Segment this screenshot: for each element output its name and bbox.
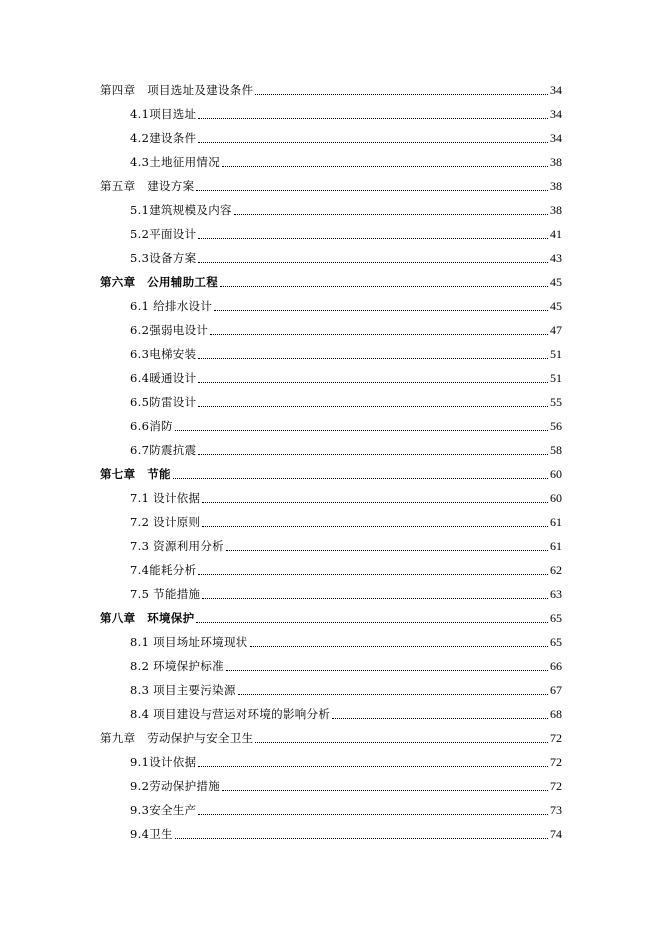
toc-entry-label: 9.2劳动保护措施	[130, 779, 220, 793]
toc-page-number: 38	[550, 203, 562, 217]
toc-section-entry[interactable]	[130, 753, 562, 771]
toc-entry-label: 7.2 设计原则	[130, 515, 201, 529]
toc-section-entry[interactable]	[130, 225, 562, 243]
toc-entry-label: 6.3电梯安装	[130, 347, 197, 361]
toc-page-number: 61	[550, 515, 562, 529]
toc-entry-label: 6.7防震抗震	[130, 443, 197, 457]
toc-entry-label: 第八章 环境保护	[100, 611, 195, 625]
toc-page-number: 38	[550, 155, 562, 169]
toc-page-number: 63	[550, 587, 562, 601]
toc-section-entry[interactable]	[130, 777, 562, 795]
toc-entry-label: 6.6消防	[130, 419, 173, 433]
toc-section-entry[interactable]	[130, 657, 562, 675]
toc-entry-label: 5.1建筑规模及内容	[130, 203, 232, 217]
toc-chapter-entry[interactable]	[100, 177, 562, 195]
toc-entry-label: 8.2 环境保护标准	[130, 659, 224, 673]
toc-entry-label: 5.3设备方案	[130, 251, 197, 265]
dot-leader	[198, 141, 548, 143]
dot-leader	[226, 669, 548, 671]
dot-leader	[198, 405, 548, 407]
toc-entry-label: 第五章 建设方案	[100, 179, 195, 193]
dot-leader	[250, 645, 548, 647]
toc-section-entry[interactable]	[130, 345, 562, 363]
toc-entry-label: 7.4能耗分析	[130, 563, 197, 577]
toc-entry-label: 9.1设计依据	[130, 755, 197, 769]
toc-entry-label: 5.2平面设计	[130, 227, 197, 241]
dot-leader	[210, 333, 548, 335]
toc-entry-label: 6.1 给排水设计	[130, 299, 213, 313]
toc-page-number: 60	[550, 467, 562, 481]
toc-page-number: 47	[550, 323, 562, 337]
toc-section-entry[interactable]	[130, 489, 562, 507]
dot-leader	[196, 189, 548, 191]
toc-section-entry[interactable]	[130, 417, 562, 435]
dot-leader	[214, 309, 548, 311]
toc-section-entry[interactable]	[130, 441, 562, 459]
toc-page-number: 73	[550, 803, 562, 817]
toc-chapter-entry[interactable]	[100, 609, 562, 627]
dot-leader	[255, 93, 548, 95]
toc-section-entry[interactable]	[130, 129, 562, 147]
dot-leader	[198, 261, 548, 263]
dot-leader	[198, 117, 548, 119]
dot-leader	[234, 213, 548, 215]
toc-entry-label: 6.2强弱电设计	[130, 323, 209, 337]
toc-page-number: 72	[550, 731, 562, 745]
toc-entry-label: 8.3 项目主要污染源	[130, 683, 236, 697]
toc-section-entry[interactable]	[130, 249, 562, 267]
toc-section-entry[interactable]	[130, 393, 562, 411]
dot-leader	[198, 381, 548, 383]
dot-leader	[175, 429, 548, 431]
toc-entry-label: 第七章 节能	[100, 467, 171, 481]
toc-section-entry[interactable]	[130, 153, 562, 171]
dot-leader	[202, 525, 548, 527]
toc-page-number: 43	[550, 251, 562, 265]
toc-entry-label: 6.5防雷设计	[130, 395, 197, 409]
toc-entry-label: 7.3 资源利用分析	[130, 539, 224, 553]
toc-chapter-entry[interactable]	[100, 465, 562, 483]
toc-chapter-entry[interactable]	[100, 81, 562, 99]
toc-page-number: 45	[550, 275, 562, 289]
dot-leader	[222, 165, 548, 167]
toc-page-number: 62	[550, 563, 562, 577]
toc-section-entry[interactable]	[130, 537, 562, 555]
toc-section-entry[interactable]	[130, 681, 562, 699]
toc-page-number: 72	[550, 779, 562, 793]
toc-section-entry[interactable]	[130, 297, 562, 315]
toc-entry-label: 7.5 节能措施	[130, 587, 201, 601]
toc-entry-label: 9.3安全生产	[130, 803, 197, 817]
toc-page-number: 61	[550, 539, 562, 553]
toc-entry-label: 7.1 设计依据	[130, 491, 201, 505]
toc-section-entry[interactable]	[130, 561, 562, 579]
toc-section-entry[interactable]	[130, 705, 562, 723]
toc-page-number: 34	[550, 107, 562, 121]
toc-entry-label: 9.4卫生	[130, 827, 173, 841]
dot-leader	[332, 717, 548, 719]
toc-page-number: 65	[550, 635, 562, 649]
toc-page-number: 60	[550, 491, 562, 505]
toc-page-number: 65	[550, 611, 562, 625]
toc-entry-label: 4.2建设条件	[130, 131, 197, 145]
toc-entry-label: 8.1 项目场址环境现状	[130, 635, 248, 649]
toc-entry-label: 4.1项目选址	[130, 107, 197, 121]
toc-page-number: 51	[550, 347, 562, 361]
toc-page-number: 34	[550, 83, 562, 97]
toc-section-entry[interactable]	[130, 369, 562, 387]
dot-leader	[198, 813, 548, 815]
toc-section-entry[interactable]	[130, 321, 562, 339]
toc-chapter-entry[interactable]	[100, 729, 562, 747]
toc-chapter-entry[interactable]	[100, 273, 562, 291]
toc-entry-label: 第九章 劳动保护与安全卫生	[100, 731, 254, 745]
toc-page-number: 55	[550, 395, 562, 409]
toc-section-entry[interactable]	[130, 513, 562, 531]
dot-leader	[238, 693, 548, 695]
toc-section-entry[interactable]	[130, 801, 562, 819]
toc-entry-label: 第六章 公用辅助工程	[100, 275, 218, 289]
dot-leader	[198, 453, 548, 455]
dot-leader	[226, 549, 548, 551]
toc-entry-label: 第四章 项目选址及建设条件	[100, 83, 254, 97]
toc-page-number: 38	[550, 179, 562, 193]
toc-page-number: 41	[550, 227, 562, 241]
toc-page-number: 34	[550, 131, 562, 145]
toc-page-number: 72	[550, 755, 562, 769]
dot-leader	[173, 477, 548, 479]
toc-section-entry[interactable]	[130, 201, 562, 219]
toc-page-number: 68	[550, 707, 562, 721]
toc-section-entry[interactable]	[130, 633, 562, 651]
dot-leader	[202, 597, 548, 599]
toc-page-number: 58	[550, 443, 562, 457]
toc-section-entry[interactable]	[130, 585, 562, 603]
toc-entry-label: 6.4暖通设计	[130, 371, 197, 385]
dot-leader	[196, 621, 548, 623]
toc-section-entry[interactable]	[130, 105, 562, 123]
dot-leader	[202, 501, 548, 503]
dot-leader	[220, 285, 548, 287]
toc-entry-label: 4.3土地征用情况	[130, 155, 220, 169]
toc-page-number: 66	[550, 659, 562, 673]
dot-leader	[198, 237, 548, 239]
dot-leader	[198, 357, 548, 359]
dot-leader	[222, 789, 548, 791]
toc-page-number: 45	[550, 299, 562, 313]
toc-page-number: 56	[550, 419, 562, 433]
dot-leader	[175, 837, 548, 839]
toc-page-number: 74	[550, 827, 562, 841]
dot-leader	[198, 765, 548, 767]
toc-entry-label: 8.4 项目建设与营运对环境的影响分析	[130, 707, 331, 721]
toc-page-number: 67	[550, 683, 562, 697]
toc-section-entry[interactable]	[130, 825, 562, 843]
toc-page-number: 51	[550, 371, 562, 385]
dot-leader	[255, 741, 548, 743]
dot-leader	[198, 573, 548, 575]
